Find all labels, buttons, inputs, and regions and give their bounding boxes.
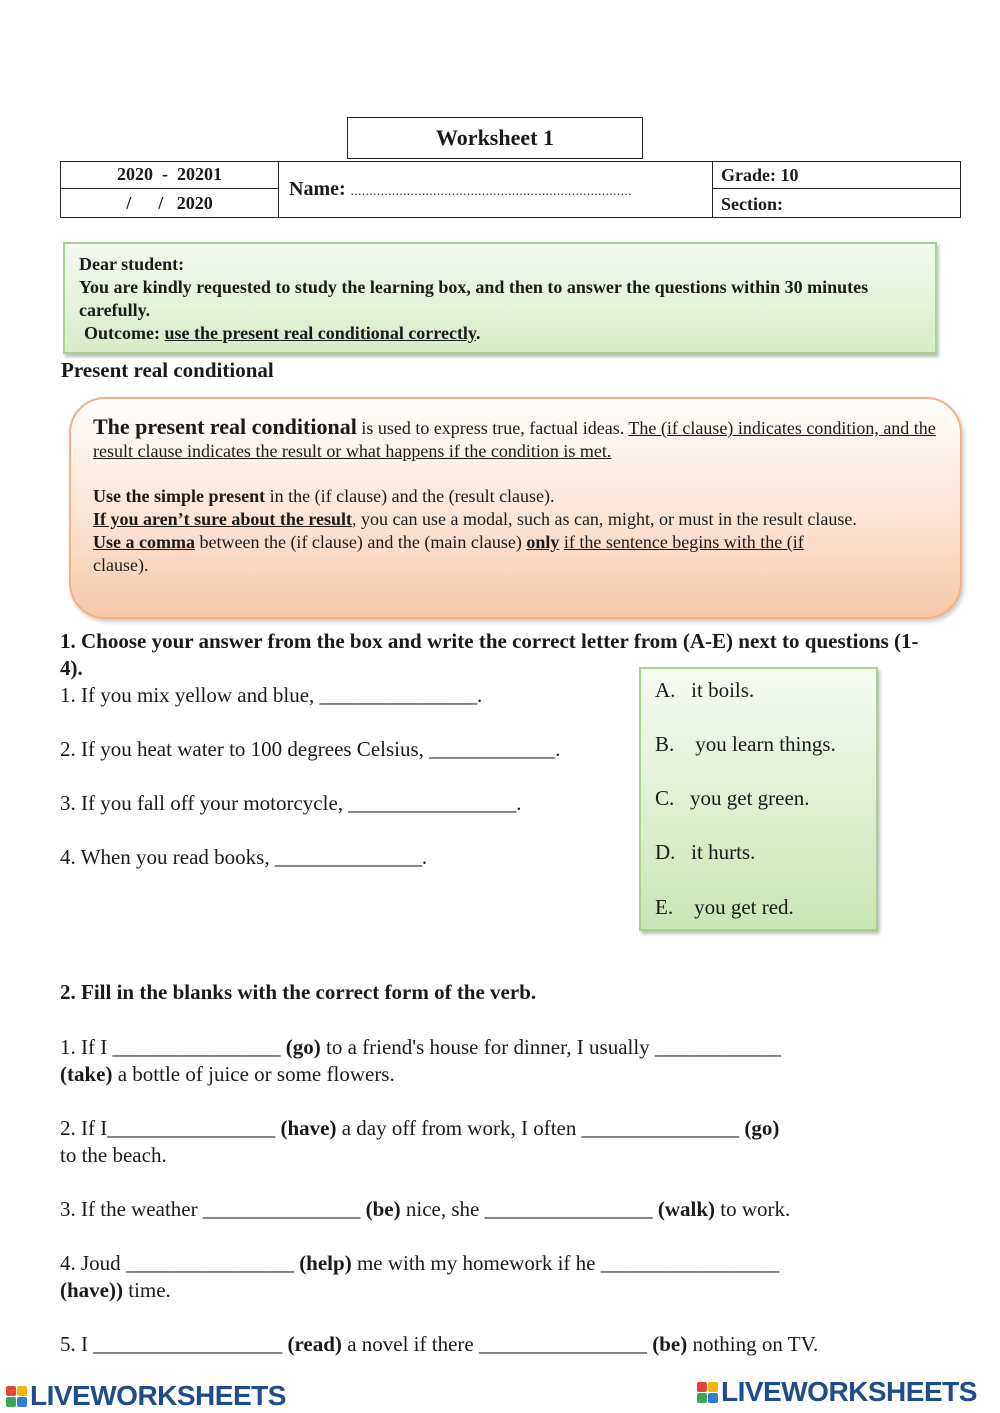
exercise2-sentence-5[interactable] bbox=[60, 1331, 940, 1358]
rule-simple-present bbox=[93, 485, 938, 508]
s2-part-a: 2. If I________________ bbox=[60, 1116, 281, 1140]
logo-text-left: LIVEWORKSHEETS bbox=[30, 1380, 286, 1411]
answer-options-box bbox=[639, 667, 878, 931]
exercise1-question-4[interactable]: 4. When you read books, ______________. bbox=[60, 845, 428, 869]
option-b: B. you learn things. bbox=[655, 732, 836, 756]
option-a: A. it boils. bbox=[655, 678, 755, 702]
option-d: D. it hurts. bbox=[655, 840, 756, 864]
section-field: Section: bbox=[721, 194, 783, 214]
liveworksheets-logo-left[interactable] bbox=[6, 1380, 286, 1412]
rule-comma-only: only bbox=[526, 532, 560, 552]
rule-comma-text: between the (if clause) and the (main clause) bbox=[194, 532, 527, 552]
school-year: 2020 - 20201 bbox=[61, 162, 279, 189]
worksheet-title: Worksheet 1 bbox=[347, 117, 643, 159]
exercise2-sentence-2[interactable] bbox=[60, 1115, 940, 1169]
header-table bbox=[60, 161, 961, 218]
liveworksheets-mark-icon bbox=[6, 1386, 27, 1407]
s5-verb-2: (be) bbox=[652, 1332, 688, 1356]
s5-part-a: 5. I __________________ bbox=[60, 1332, 288, 1356]
grade-field: Grade: 10 bbox=[713, 162, 960, 189]
liveworksheets-mark-icon bbox=[697, 1382, 718, 1403]
exercise2-sentence-3[interactable] bbox=[60, 1196, 940, 1223]
s3-verb-1: (be) bbox=[365, 1197, 401, 1221]
name-blank[interactable]: ........................................................................... bbox=[350, 183, 632, 198]
exercise2-heading: 2. Fill in the blanks with the correct form of the verb. bbox=[60, 980, 537, 1004]
rule-definition bbox=[93, 415, 938, 463]
rule-comma-bold: Use a comma bbox=[93, 532, 195, 552]
rule-text: is used to express true, factual ideas. bbox=[356, 418, 629, 438]
s3-part-a: 3. If the weather _______________ bbox=[60, 1197, 366, 1221]
s5-part-c: nothing on TV. bbox=[687, 1332, 819, 1356]
exercise1-heading: 1. Choose your answer from the box and write the correct letter from (A-E) next to questions (1-4). bbox=[60, 629, 919, 680]
name-label: Name: bbox=[289, 178, 346, 200]
instructions-text: You are kindly requested to study the learning box, and then to answer the questions within 30 minutes carefully. bbox=[79, 277, 869, 320]
s1-verb-1: (go) bbox=[285, 1035, 321, 1059]
s5-verb-1: (read) bbox=[287, 1332, 342, 1356]
s4-part-b: me with my homework if he _________________ bbox=[351, 1251, 780, 1275]
rule-comma bbox=[93, 531, 938, 577]
liveworksheets-logo-right[interactable] bbox=[697, 1376, 977, 1408]
rule-comma-end: clause). bbox=[93, 555, 149, 575]
option-e: E. you get red. bbox=[655, 895, 794, 919]
s1-verb-2: (take) bbox=[60, 1062, 113, 1086]
greeting: Dear student: bbox=[79, 254, 185, 274]
rule-lead: The present real conditional bbox=[93, 414, 357, 439]
name-field[interactable] bbox=[279, 162, 713, 217]
s3-part-b: nice, she ________________ bbox=[400, 1197, 658, 1221]
s2-verb-1: (have) bbox=[280, 1116, 337, 1140]
exercise2-sentence-1[interactable] bbox=[60, 1034, 940, 1088]
section-heading: Present real conditional bbox=[61, 358, 274, 382]
option-c: C. you get green. bbox=[655, 786, 810, 810]
s1-part-c: a bottle of juice or some flowers. bbox=[112, 1062, 395, 1086]
outcome-text: use the present real conditional correctly bbox=[164, 323, 476, 343]
exercise1-question-3[interactable]: 3. If you fall off your motorcycle, ________________. bbox=[60, 791, 522, 815]
date-field: / / 2020 bbox=[61, 189, 279, 217]
rule-modal-bold: If you aren’t sure about the result bbox=[93, 509, 353, 529]
s3-verb-2: (walk) bbox=[657, 1197, 716, 1221]
s2-verb-2: (go) bbox=[744, 1116, 780, 1140]
exercise1-question-2[interactable]: 2. If you heat water to 100 degrees Celsius, ____________. bbox=[60, 737, 561, 761]
s4-part-a: 4. Joud ________________ bbox=[60, 1251, 300, 1275]
exercise2-sentence-4[interactable] bbox=[60, 1250, 940, 1304]
outcome-line bbox=[79, 322, 921, 345]
learning-box bbox=[69, 397, 962, 619]
logo-text-right: LIVEWORKSHEETS bbox=[721, 1376, 977, 1407]
s1-part-b: to a friend's house for dinner, I usually ____________ bbox=[320, 1035, 781, 1059]
rule-comma-underlined: if the sentence begins with the (if bbox=[563, 532, 804, 552]
rule-modal-text: , you can use a modal, such as can, might, or must in the result clause. bbox=[352, 509, 857, 529]
s2-part-c: to the beach. bbox=[60, 1143, 167, 1167]
outcome-end: . bbox=[475, 323, 481, 343]
s4-verb-2: (have)) bbox=[60, 1278, 123, 1302]
s5-part-b: a novel if there ________________ bbox=[341, 1332, 653, 1356]
s1-part-a: 1. If I ________________ bbox=[60, 1035, 286, 1059]
s2-part-b: a day off from work, I often _______________ bbox=[336, 1116, 745, 1140]
instructions-box bbox=[63, 242, 937, 354]
rule-simple-present-text: in the (if clause) and the (result clause). bbox=[265, 486, 555, 506]
rule-modal bbox=[93, 508, 938, 531]
rule-underlined: The (if clause) indicates condition, and the result clause indicates the result or what happens if the condition is met. bbox=[93, 418, 936, 461]
s3-part-c: to work. bbox=[715, 1197, 791, 1221]
s4-verb-1: (help) bbox=[299, 1251, 352, 1275]
outcome-label: Outcome: bbox=[84, 323, 160, 343]
s4-part-c: time. bbox=[122, 1278, 171, 1302]
exercise1-question-1[interactable]: 1. If you mix yellow and blue, _______________. bbox=[60, 683, 483, 707]
rule-simple-present-bold: Use the simple present bbox=[93, 486, 266, 506]
